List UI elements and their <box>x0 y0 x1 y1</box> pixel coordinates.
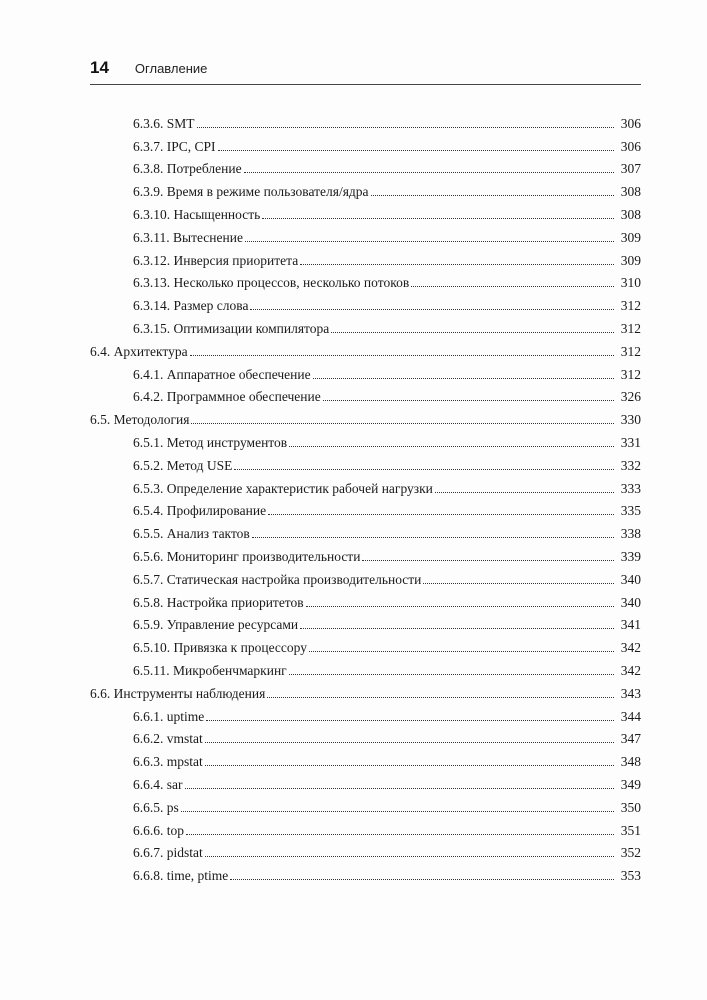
dot-leader <box>300 264 614 265</box>
toc-subsection-entry <box>0 542 707 565</box>
dot-leader <box>371 195 614 196</box>
toc-entry-page: 344 <box>620 708 641 724</box>
toc-entry-title: 6.5.3. Определение характеристик рабочей нагрузки <box>133 480 433 496</box>
toc-entry-title: 6.3.15. Оптимизации компилятора <box>133 320 330 336</box>
toc-entry-page: 312 <box>620 298 641 314</box>
dot-leader <box>262 218 614 219</box>
running-header-title: Оглавление <box>134 61 208 76</box>
toc-subsection-entry <box>0 839 707 862</box>
toc-subsection-entry <box>0 360 707 383</box>
toc-subsection-entry <box>0 565 707 588</box>
toc-entry-page: 338 <box>620 526 641 542</box>
toc-subsection-entry <box>0 656 707 679</box>
toc-entry-page: 330 <box>620 412 641 428</box>
toc-entry-title: 6.6.2. vmstat <box>133 731 203 747</box>
toc-entry-title: 6.5.10. Привязка к процессору <box>133 640 307 656</box>
dot-leader <box>218 150 614 151</box>
toc-entry-title: 6.6.5. ps <box>133 799 179 815</box>
running-header <box>90 58 641 80</box>
toc-subsection-entry <box>0 428 707 451</box>
toc-entry-page: 331 <box>620 434 641 450</box>
dot-leader <box>205 742 614 743</box>
dot-leader <box>323 400 614 401</box>
toc-entry-title: 6.6. Инструменты наблюдения <box>90 685 266 701</box>
toc-entry-page: 335 <box>620 503 641 519</box>
toc-subsection-entry <box>0 793 707 816</box>
toc-entry-title: 6.3.12. Инверсия приоритета <box>133 252 299 268</box>
toc-entry-title: 6.3.13. Несколько процессов, несколько потоков <box>133 275 410 291</box>
dot-leader <box>300 628 614 629</box>
dot-leader <box>186 834 614 835</box>
toc-entry-title: 6.5.7. Статическая настройка производительности <box>133 571 422 587</box>
toc-subsection-entry <box>0 474 707 497</box>
toc-subsection-entry <box>0 588 707 611</box>
header-rule <box>90 84 641 85</box>
toc-entry-title: 6.5.5. Анализ тактов <box>133 526 250 542</box>
toc-entry-page: 340 <box>620 571 641 587</box>
dot-leader <box>191 423 614 424</box>
toc-entry-title: 6.5.2. Метод USE <box>133 457 233 473</box>
toc-entry-page: 353 <box>620 868 641 884</box>
toc-entry-title: 6.6.8. time, ptime <box>133 868 229 884</box>
toc-entry-page: 339 <box>620 548 641 564</box>
toc-entry-page: 342 <box>620 640 641 656</box>
dot-leader <box>423 583 614 584</box>
toc-entry-title: 6.3.6. SMT <box>133 115 195 131</box>
toc-entry-page: 306 <box>620 138 641 154</box>
toc-subsection-entry <box>0 451 707 474</box>
toc-subsection-entry <box>0 702 707 725</box>
toc-subsection-entry <box>0 519 707 542</box>
dot-leader <box>267 697 614 698</box>
toc-entry-title: 6.3.9. Время в режиме пользователя/ядра <box>133 184 369 200</box>
toc-entry-title: 6.6.6. top <box>133 822 185 838</box>
toc-entry-page: 348 <box>620 754 641 770</box>
toc-entry-page: 309 <box>620 229 641 245</box>
toc-entry-title: 6.4. Архитектура <box>90 343 188 359</box>
toc-section-entry <box>0 337 707 360</box>
toc-entry-page: 306 <box>620 115 641 131</box>
toc-entry-page: 349 <box>620 776 641 792</box>
toc-entry-page: 310 <box>620 275 641 291</box>
toc-entry-page: 307 <box>620 161 641 177</box>
dot-leader <box>268 514 614 515</box>
toc-entry-page: 312 <box>620 366 641 382</box>
dot-leader <box>435 492 614 493</box>
toc-subsection-entry <box>0 314 707 337</box>
toc-entry-page: 332 <box>620 457 641 473</box>
toc-entry-title: 6.3.14. Размер слова <box>133 298 249 314</box>
dot-leader <box>185 788 615 789</box>
toc-entry-title: 6.6.3. mpstat <box>133 754 203 770</box>
dot-leader <box>309 651 614 652</box>
toc-subsection-entry <box>0 816 707 839</box>
dot-leader <box>362 560 614 561</box>
toc-subsection-entry <box>0 109 707 132</box>
toc-subsection-entry <box>0 269 707 292</box>
dot-leader <box>205 856 614 857</box>
dot-leader <box>313 378 614 379</box>
dot-leader <box>245 241 614 242</box>
dot-leader <box>244 172 614 173</box>
dot-leader <box>252 537 614 538</box>
toc-subsection-entry <box>0 861 707 884</box>
toc-subsection-entry <box>0 200 707 223</box>
toc-section-entry <box>0 405 707 428</box>
toc-entry-page: 340 <box>620 594 641 610</box>
toc-subsection-entry <box>0 291 707 314</box>
dot-leader <box>206 720 614 721</box>
toc-subsection-entry <box>0 770 707 793</box>
toc-subsection-entry <box>0 246 707 269</box>
toc-entry-title: 6.3.11. Вытеснение <box>133 229 243 245</box>
toc-entry-title: 6.6.7. pidstat <box>133 845 203 861</box>
toc-entry-page: 343 <box>620 685 641 701</box>
toc-subsection-entry <box>0 177 707 200</box>
toc-section-entry <box>0 679 707 702</box>
dot-leader <box>197 127 614 128</box>
toc-subsection-entry <box>0 633 707 656</box>
toc-entry-title: 6.5.6. Мониторинг производительности <box>133 548 361 564</box>
dot-leader <box>230 879 614 880</box>
toc-entry-title: 6.4.2. Программное обеспечение <box>133 389 321 405</box>
dot-leader <box>411 286 614 287</box>
toc-entry-title: 6.5.9. Управление ресурсами <box>133 617 299 633</box>
toc-entry-page: 308 <box>620 206 641 222</box>
toc-entry-page: 352 <box>620 845 641 861</box>
toc-entry-page: 347 <box>620 731 641 747</box>
dot-leader <box>205 765 614 766</box>
dot-leader <box>289 446 614 447</box>
toc-subsection-entry <box>0 155 707 178</box>
toc-entry-page: 333 <box>620 480 641 496</box>
toc-entry-title: 6.6.4. sar <box>133 776 183 792</box>
toc-subsection-entry <box>0 497 707 520</box>
toc-subsection-entry <box>0 383 707 406</box>
dot-leader <box>289 674 614 675</box>
toc-entry-page: 312 <box>620 343 641 359</box>
dot-leader <box>306 606 614 607</box>
toc-entry-title: 6.3.8. Потребление <box>133 161 242 177</box>
table-of-contents <box>0 109 707 884</box>
toc-entry-page: 312 <box>620 320 641 336</box>
dot-leader <box>190 355 614 356</box>
toc-subsection-entry <box>0 132 707 155</box>
dot-leader <box>181 811 614 812</box>
toc-entry-title: 6.5. Методология <box>90 412 190 428</box>
toc-entry-page: 342 <box>620 662 641 678</box>
dot-leader <box>250 309 614 310</box>
toc-entry-title: 6.3.7. IPC, CPI <box>133 138 216 154</box>
page-number: 14 <box>90 58 109 77</box>
toc-subsection-entry <box>0 611 707 634</box>
toc-entry-title: 6.3.10. Насыщенность <box>133 206 261 222</box>
toc-subsection-entry <box>0 223 707 246</box>
toc-entry-title: 6.4.1. Аппаратное обеспечение <box>133 366 311 382</box>
toc-entry-title: 6.5.1. Метод инструментов <box>133 434 288 450</box>
toc-subsection-entry <box>0 725 707 748</box>
dot-leader <box>331 332 614 333</box>
toc-entry-page: 351 <box>620 822 641 838</box>
toc-entry-page: 341 <box>620 617 641 633</box>
toc-entry-page: 308 <box>620 184 641 200</box>
toc-entry-page: 309 <box>620 252 641 268</box>
toc-entry-title: 6.5.4. Профилирование <box>133 503 267 519</box>
toc-entry-title: 6.5.8. Настройка приоритетов <box>133 594 304 610</box>
toc-entry-page: 350 <box>620 799 641 815</box>
dot-leader <box>234 469 614 470</box>
toc-entry-title: 6.5.11. Микробенчмаркинг <box>133 662 287 678</box>
toc-subsection-entry <box>0 747 707 770</box>
toc-entry-title: 6.6.1. uptime <box>133 708 205 724</box>
toc-entry-page: 326 <box>620 389 641 405</box>
